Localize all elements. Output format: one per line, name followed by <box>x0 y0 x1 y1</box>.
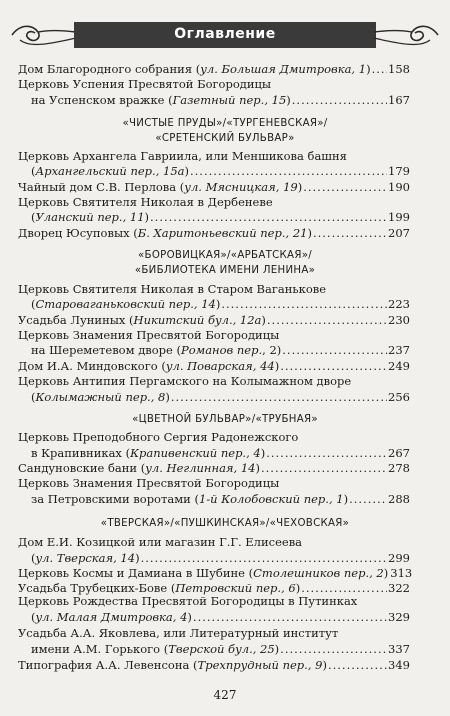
entry-address: ул. Большая Дмитровка, 1 <box>200 62 367 76</box>
toc-entry: Церковь Антипия Пергамского на Колымажном дворе <box>18 374 352 388</box>
entry-address: Б. Харитоньевский пер., 21 <box>137 226 308 240</box>
section-heading: «ЧИСТЫЕ ПРУДЫ»/«ТУРГЕНЕВСКАЯ»/ «СРЕТЕНСКИЙ БУЛЬВАР» <box>122 118 328 144</box>
entry-page: 199 <box>388 210 410 224</box>
entry-page: 349 <box>388 658 410 672</box>
toc-entry: Усадьба Трубецких-Бове (Петровский пер., 6) ..... 322 <box>18 581 410 597</box>
entry-address: ул. Тверская, 14 <box>35 551 136 565</box>
entry-page: 158 <box>388 62 410 76</box>
entry-address: Тверской бул., 25 <box>168 642 275 656</box>
toc-entry-cont: (Архангельский пер., 15а) ..... 179 <box>31 164 410 180</box>
toc-entry: Сандуновские бани (ул. Неглинная, 14) ..... 278 <box>18 461 410 477</box>
entry-address: Староваганьковский пер., 14 <box>35 297 216 311</box>
entry-address: Петровский пер., 6 <box>175 581 296 595</box>
toc-entry-cont: (ул. Тверская, 14) ..... 299 <box>31 551 410 567</box>
entry-address: Трехпрудный пер., 9 <box>197 658 323 672</box>
toc-header <box>10 20 440 50</box>
toc-entry: Церковь Успения Пресвятой Богородицы <box>18 77 272 91</box>
section-heading: «БОРОВИЦКАЯ»/«АРБАТСКАЯ»/ «БИБЛИОТЕКА ИМЕНИ ЛЕНИНА» <box>134 250 316 276</box>
toc-entry: Церковь Знамения Пресвятой Богородицы <box>18 476 280 490</box>
toc-entry-cont: (ул. Малая Дмитровка, 4) ..... 329 <box>31 609 410 626</box>
toc-entry <box>18 593 410 610</box>
toc-entry: Церковь Архангела Гавриила, или Меншикова башня <box>18 149 347 163</box>
toc-entry: Церковь Святителя Николая в Дербеневе <box>18 195 273 209</box>
entry-address: Столешников пер., 2 <box>253 566 384 580</box>
toc-entry-cont: на Успенском вражке (Газетный пер., 15) ..... 167 <box>31 93 410 109</box>
toc-entry: Церковь Космы и Дамиана в Шубине (Столешников пер., 2) 313 <box>18 566 413 580</box>
toc-entry: Церковь Святителя Николая в Старом Ваганькове <box>18 282 327 296</box>
entry-name: Усадьба А.А. Яковлева, или Литературный институт <box>18 626 339 640</box>
entry-address: ул. Малая Дмитровка, 4 <box>35 610 188 624</box>
toc-entry-cont: за Петровскими воротами (1-й Колобовский пер., 1) ..... 288 <box>31 492 410 508</box>
toc-entry: Дом Е.И. Козицкой или магазин Г.Г. Елисеева <box>18 535 303 549</box>
entry-address: ул. Неглинная, 14 <box>145 461 256 475</box>
entry-address: ул. Поварская, 44 <box>165 359 275 373</box>
toc-entry-cont: (Колымажный пер., 8) ..... 256 <box>31 390 410 406</box>
entry-page: 299 <box>388 551 410 565</box>
entry-name: Церковь Рождества Пресвятой Богородицы в Путинках <box>18 594 358 608</box>
entry-page: 337 <box>388 642 410 656</box>
entry-page: 288 <box>388 492 410 506</box>
toc-entry: Церковь Знамения Пресвятой Богородицы <box>18 328 280 342</box>
entry-page: 278 <box>388 461 410 475</box>
entry-address: Архангельский пер., 15а <box>35 164 185 178</box>
toc-entry-cont: в Крапивниках (Крапивенский пер., 4) ..... 267 <box>31 446 410 462</box>
toc-entry-cont: (Староваганьковский пер., 14) ..... 223 <box>31 297 410 313</box>
entry-page: 190 <box>388 180 410 194</box>
entry-address: Крапивенский пер., 4 <box>130 446 261 460</box>
toc-entry <box>18 625 410 642</box>
entry-page: 267 <box>388 446 410 460</box>
toc-entry-cont: на Шереметевом дворе (Романов пер., 2) ..... 237 <box>31 343 410 359</box>
entry-page: 329 <box>388 610 410 624</box>
entry-page: 237 <box>388 343 410 357</box>
section-heading: «ЦВЕТНОЙ БУЛЬВАР»/«ТРУБНАЯ» <box>132 414 318 425</box>
toc-entry: Дом И.А. Миндовского (ул. Поварская, 44) ..... 249 <box>18 359 410 375</box>
page-number: 427 <box>213 688 237 702</box>
entry-address: Колымажный пер., 8 <box>35 390 166 404</box>
right-ornament-icon <box>362 20 440 50</box>
entry-address: 1-й Колобовский пер., 1 <box>198 492 344 506</box>
entry-page: 207 <box>388 226 410 240</box>
toc-entry: Усадьба Луниных (Никитский бул., 12а) ..... 230 <box>18 313 410 329</box>
entry-page: 249 <box>388 359 410 373</box>
entry-address: ул. Мясницкая, 19 <box>184 180 298 194</box>
entry-page: 167 <box>388 93 410 107</box>
entry-address: Газетный пер., 15 <box>172 93 287 107</box>
toc-entry: Чайный дом С.В. Перлова (ул. Мясницкая, 19) ..... 190 <box>18 180 410 196</box>
toc-entry-cont: (Уланский пер., 11) ..... 199 <box>31 210 410 226</box>
toc-entry: Типография А.А. Левенсона (Трехпрудный пер., 9) ..... 349 <box>18 657 410 674</box>
toc-entry-cont: имени А.М. Горького (Тверской бул., 25) ..... 337 <box>31 641 410 658</box>
entry-page: 179 <box>388 164 410 178</box>
entry-address: Уланский пер., 11 <box>35 210 145 224</box>
section-heading: «ТВЕРСКАЯ»/«ПУШКИНСКАЯ»/«ЧЕХОВСКАЯ» <box>100 518 350 529</box>
entry-address: Никитский бул., 12а <box>133 313 262 327</box>
toc-entry: Дом Благородного собрания (ул. Большая Дмитровка, 1) ..... 158 <box>18 62 410 78</box>
entry-page: 322 <box>388 581 410 595</box>
entry-page: 313 <box>390 566 413 580</box>
entry-page: 256 <box>388 390 410 404</box>
entry-page: 230 <box>388 313 410 327</box>
entry-page: 223 <box>388 297 410 311</box>
toc-entry: Дворец Юсуповых (Б. Харитоньевский пер., 21) ..... 207 <box>18 226 410 242</box>
entry-address: Романов пер. <box>181 343 263 357</box>
page-title: Оглавление <box>174 26 276 42</box>
toc-entry: Церковь Преподобного Сергия Радонежского <box>18 430 299 444</box>
